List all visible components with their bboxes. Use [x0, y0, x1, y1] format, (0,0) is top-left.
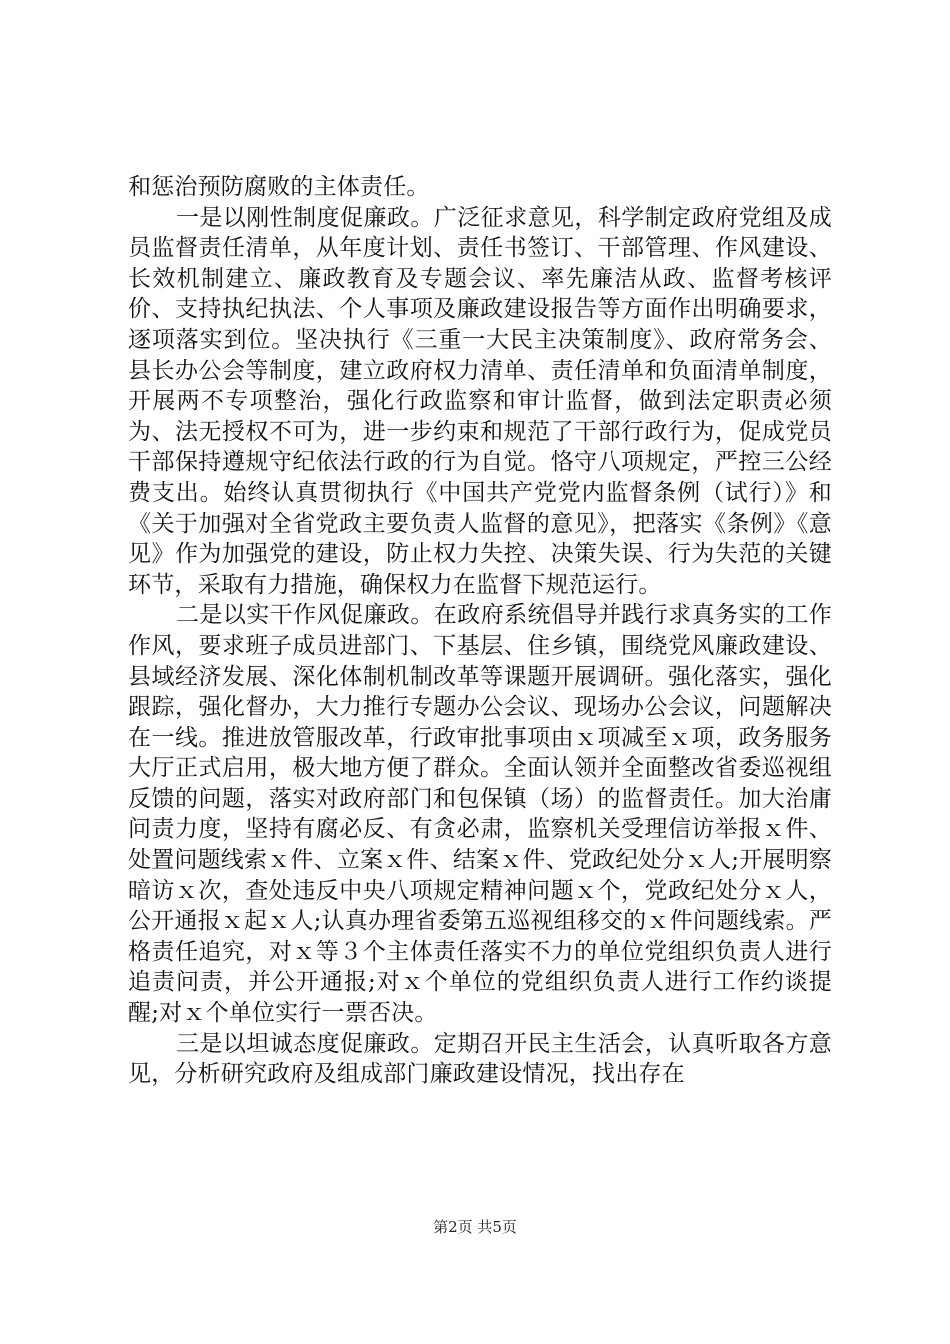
paragraph-continuation: 和惩治预防腐败的主体责任。 — [128, 174, 430, 200]
paragraph-practical-style: 二是以实干作风促廉政。在政府系统倡导并践行求真务实的工作作风，要求班子成员进部门、下基层、住乡镇，围绕党风廉政建设、县域经济发展、深化体制机制改革等课题开展调研。强化落实，强化跟踪，强化督办，大力推行专题办公会议、现场办公会议，问题解决在一线。推进放管服改革，行政审批事项由ｘ项减至ｘ项，政务服务大厅正式启用，极大地方便了群众。全面认领并全面整改省委巡视组反馈的问题，落实对政府部门和包保镇（场）的监督责任。加大治庸问责力度，坚持有腐必反、有贪必肃，监察机关受理信访举报ｘ件、处置问题线索ｘ件、立案ｘ件、结案ｘ件、党政纪处分ｘ人;开展明察暗访ｘ次，查处违反中央八项规定精神问题ｘ个，党政纪处分ｘ人，公开通报ｘ起ｘ人;认真办理省委第五巡视组移交的ｘ件问题线索。严格责任追究，对ｘ等３个主体责任落实不力的单位党组织负责人进行追责问责，并公开通报;对ｘ个单位的党组织负责人进行工作约谈提醒;对ｘ个单位实行一票否决。 — [128, 602, 832, 1027]
paragraph-candid-attitude: 三是以坦诚态度促廉政。定期召开民主生活会，认真听取各方意见，分析研究政府及组成部门廉政建设情况，找出存在 — [128, 1030, 832, 1088]
page-footer: 第2页 共5页 — [433, 1218, 517, 1236]
paragraph-rigid-system: 一是以刚性制度促廉政。广泛征求意见，科学制定政府党组及成员监督责任清单，从年度计划、责任书签订、干部管理、作风建设、长效机制建立、廉政教育及专题会议、率先廉洁从政、监督考核评价、支持执纪执法、个人事项及廉政建设报告等方面作出明确要求，逐项落实到位。坚决执行《三重一大民主决策制度》、政府常务会、县长办公会等制度，建立政府权力清单、责任清单和负面清单制度，开展两不专项整治，强化行政监察和审计监督，做到法定职责必须为、法无授权不可为，进一步约束和规范了干部行政行为，促成党员干部保持遵规守纪依法行政的行为自觉。恪守八项规定，严控三公经费支出。始终认真贯彻执行《中国共产党党内监督条例（试行）》和《关于加强对全省党政主要负责人监督的意见》，把落实《条例》《意见》作为加强党的建设，防止权力失控、决策失误、行为失范的关键环节，采取有力措施，确保权力在监督下规范运行。 — [128, 204, 832, 598]
document-body — [128, 172, 832, 1090]
